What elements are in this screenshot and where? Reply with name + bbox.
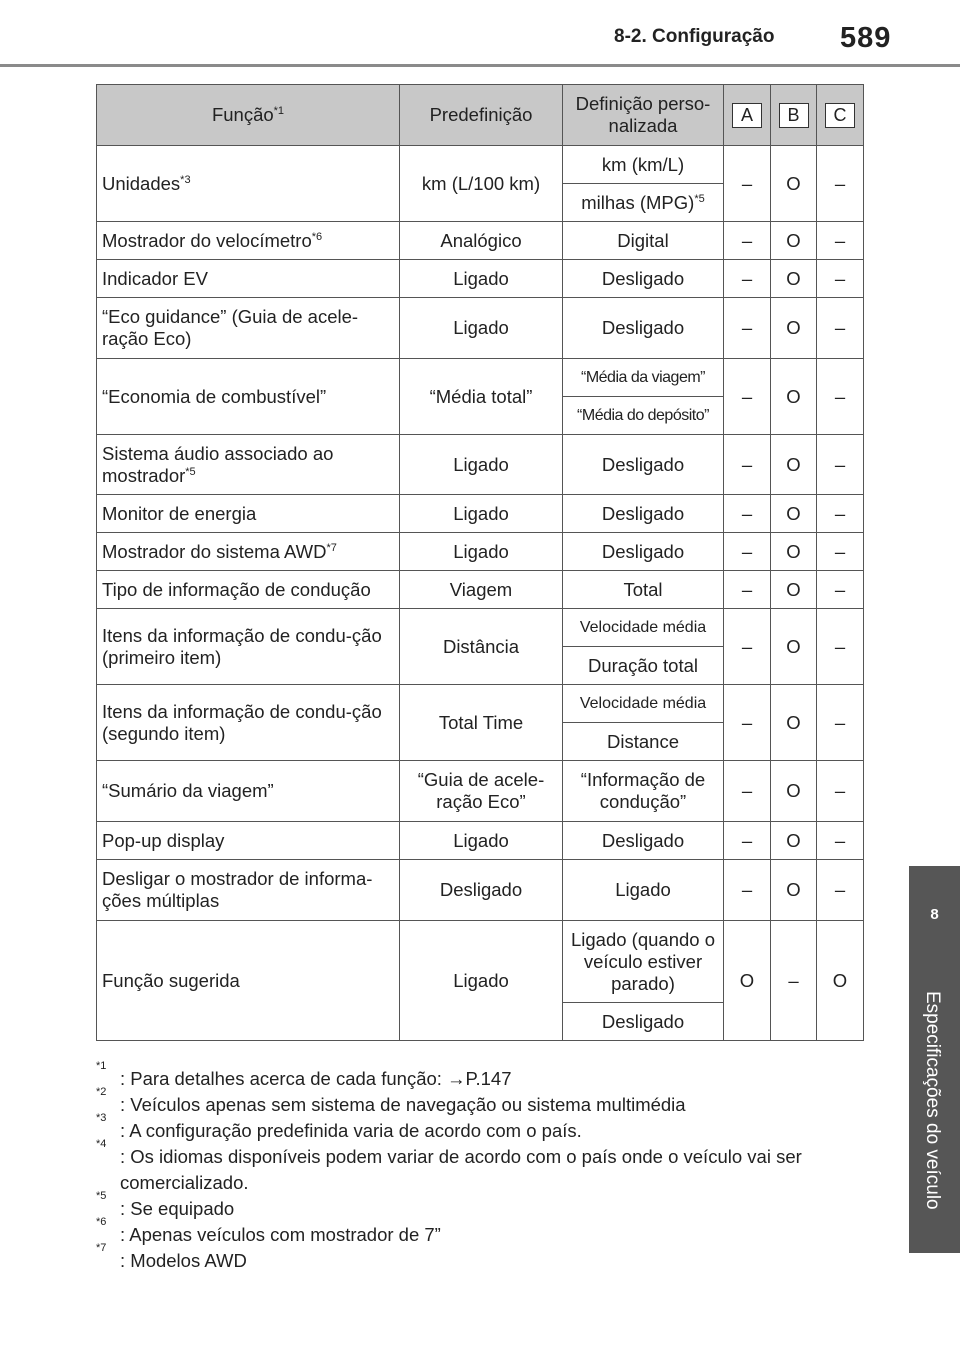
table-row — [97, 222, 864, 260]
cell-b: O — [771, 533, 817, 571]
cell-function: Unidades$^{*3}$ — [97, 146, 400, 222]
header-divider — [0, 64, 960, 67]
cell-custom: Digital — [563, 222, 724, 260]
cell-function: Sistema áudio associado ao mostrador$^{*5}$ — [97, 435, 400, 495]
cell-a: O — [724, 921, 771, 1041]
footnote: *4 : Os idiomas disponíveis podem variar de acordo com o país onde o veículo vai ser comercializado. — [96, 1138, 802, 1193]
cell-function: Tipo de informação de condução — [97, 571, 400, 609]
cell-b: O — [771, 761, 817, 822]
cell-a: – — [724, 260, 771, 298]
cell-preset: Ligado — [400, 495, 563, 533]
cell-preset: Ligado — [400, 822, 563, 860]
cell-function: Itens da informação de condu-ção (primeiro item) — [97, 609, 400, 685]
cell-function: Pop-up display — [97, 822, 400, 860]
cell-a: – — [724, 685, 771, 761]
cell-custom: milhas (MPG)$^{*5}$ — [563, 184, 724, 222]
cell-custom: “Informação de condução” — [563, 761, 724, 822]
cell-a: – — [724, 571, 771, 609]
cell-function: Desligar o mostrador de informa-ções múltiplas — [97, 860, 400, 921]
settings-table — [96, 84, 864, 1041]
footnote: *1 : Para detalhes acerca de cada função: →P.147 — [96, 1060, 512, 1089]
table-row — [97, 298, 864, 359]
cell-preset: Viagem — [400, 571, 563, 609]
table-row — [97, 571, 864, 609]
cell-c: – — [817, 761, 864, 822]
cell-custom: Velocidade média — [563, 609, 724, 647]
cell-a: – — [724, 435, 771, 495]
cell-function: “Sumário da viagem” — [97, 761, 400, 822]
cell-function: Indicador EV — [97, 260, 400, 298]
footnote: *5 : Se equipado — [96, 1190, 235, 1219]
cell-custom: Ligado (quando o veículo estiver parado) — [563, 921, 724, 1003]
cell-b: O — [771, 146, 817, 222]
table-row — [97, 533, 864, 571]
cell-preset: “Guia de acele-ração Eco” — [400, 761, 563, 822]
cell-preset: km (L/100 km) — [400, 146, 563, 222]
cell-custom: Desligado — [563, 298, 724, 359]
cell-c: – — [817, 435, 864, 495]
cell-function: “Eco guidance” (Guia de acele-ração Eco) — [97, 298, 400, 359]
header-definicao: Definição perso-nalizada — [563, 85, 724, 146]
table-row — [97, 609, 864, 647]
cell-b: O — [771, 222, 817, 260]
footnote: *3 : A configuração predefinida varia de acordo com o país. — [96, 1112, 582, 1141]
cell-a: – — [724, 146, 771, 222]
footnote: *7 : Modelos AWD — [96, 1242, 247, 1271]
table-row — [97, 860, 864, 921]
cell-c: – — [817, 533, 864, 571]
table-row — [97, 260, 864, 298]
cell-custom: Total — [563, 571, 724, 609]
table-row — [97, 146, 864, 184]
footnote: *6 : Apenas veículos com mostrador de 7” — [96, 1216, 441, 1245]
table-header-row — [97, 85, 864, 146]
cell-function: Mostrador do sistema AWD$^{*7}$ — [97, 533, 400, 571]
cell-preset: Ligado — [400, 260, 563, 298]
cell-c: – — [817, 609, 864, 685]
cell-custom: km (km/L) — [563, 146, 724, 184]
cell-custom: Desligado — [563, 533, 724, 571]
cell-custom: Desligado — [563, 260, 724, 298]
section-title: 8-2. Configuração — [614, 26, 775, 47]
table-row — [97, 761, 864, 822]
cell-a: – — [724, 298, 771, 359]
cell-custom: “Média da viagem” — [563, 359, 724, 397]
cell-custom: Duração total — [563, 647, 724, 685]
cell-b: O — [771, 298, 817, 359]
cell-a: – — [724, 761, 771, 822]
header-c-box: C — [825, 103, 855, 128]
cell-b: – — [771, 921, 817, 1041]
cell-a: – — [724, 609, 771, 685]
header-funcao: Função$^{*1}$ — [97, 85, 400, 146]
cell-b: O — [771, 260, 817, 298]
cell-function: Monitor de energia — [97, 495, 400, 533]
table-row — [97, 921, 864, 1003]
cell-a: – — [724, 860, 771, 921]
cell-b: O — [771, 609, 817, 685]
cell-custom: Velocidade média — [563, 685, 724, 723]
cell-c: O — [817, 921, 864, 1041]
chapter-number: 8 — [930, 906, 939, 923]
cell-c: – — [817, 146, 864, 222]
cell-custom: Ligado — [563, 860, 724, 921]
cell-c: – — [817, 495, 864, 533]
header-b-box: B — [779, 103, 809, 128]
cell-b: O — [771, 685, 817, 761]
table-row — [97, 685, 864, 723]
cell-custom: Desligado — [563, 435, 724, 495]
cell-c: – — [817, 571, 864, 609]
footnote: *2 : Veículos apenas sem sistema de navegação ou sistema multimédia — [96, 1086, 686, 1115]
cell-c: – — [817, 822, 864, 860]
table-row — [97, 495, 864, 533]
cell-c: – — [817, 685, 864, 761]
cell-a: – — [724, 822, 771, 860]
cell-custom: Desligado — [563, 822, 724, 860]
cell-c: – — [817, 222, 864, 260]
cell-c: – — [817, 359, 864, 435]
table-row — [97, 822, 864, 860]
cell-b: O — [771, 860, 817, 921]
cell-c: – — [817, 860, 864, 921]
cell-function: Mostrador do velocímetro$^{*6}$ — [97, 222, 400, 260]
cell-a: – — [724, 359, 771, 435]
cell-preset: Ligado — [400, 298, 563, 359]
cell-a: – — [724, 222, 771, 260]
cell-b: O — [771, 571, 817, 609]
cell-preset: Ligado — [400, 533, 563, 571]
cell-preset: Desligado — [400, 860, 563, 921]
cell-a: – — [724, 495, 771, 533]
cell-b: O — [771, 435, 817, 495]
cell-function: Itens da informação de condu-ção (segundo item) — [97, 685, 400, 761]
header-a-box: A — [732, 103, 762, 128]
cell-function: “Economia de combustível” — [97, 359, 400, 435]
footnotes — [96, 1060, 876, 1274]
header-predefinicao: Predefinição — [400, 85, 563, 146]
table-row — [97, 435, 864, 495]
cell-b: O — [771, 495, 817, 533]
cell-c: – — [817, 260, 864, 298]
cell-b: O — [771, 822, 817, 860]
cell-b: O — [771, 359, 817, 435]
cell-preset: “Média total” — [400, 359, 563, 435]
cell-custom: Desligado — [563, 495, 724, 533]
cell-preset: Analógico — [400, 222, 563, 260]
table-row — [97, 359, 864, 397]
cell-custom: Distance — [563, 723, 724, 761]
cell-preset: Ligado — [400, 921, 563, 1041]
cell-custom: Desligado — [563, 1003, 724, 1041]
cell-preset: Distância — [400, 609, 563, 685]
cell-c: – — [817, 298, 864, 359]
cell-a: – — [724, 533, 771, 571]
cell-function: Função sugerida — [97, 921, 400, 1041]
cell-preset: Total Time — [400, 685, 563, 761]
cell-custom: “Média do depósito” — [563, 397, 724, 435]
page-number: 589 — [840, 22, 892, 54]
chapter-label: Especificações do veículo — [922, 991, 943, 1210]
cell-preset: Ligado — [400, 435, 563, 495]
chapter-side-tab — [909, 866, 960, 1253]
